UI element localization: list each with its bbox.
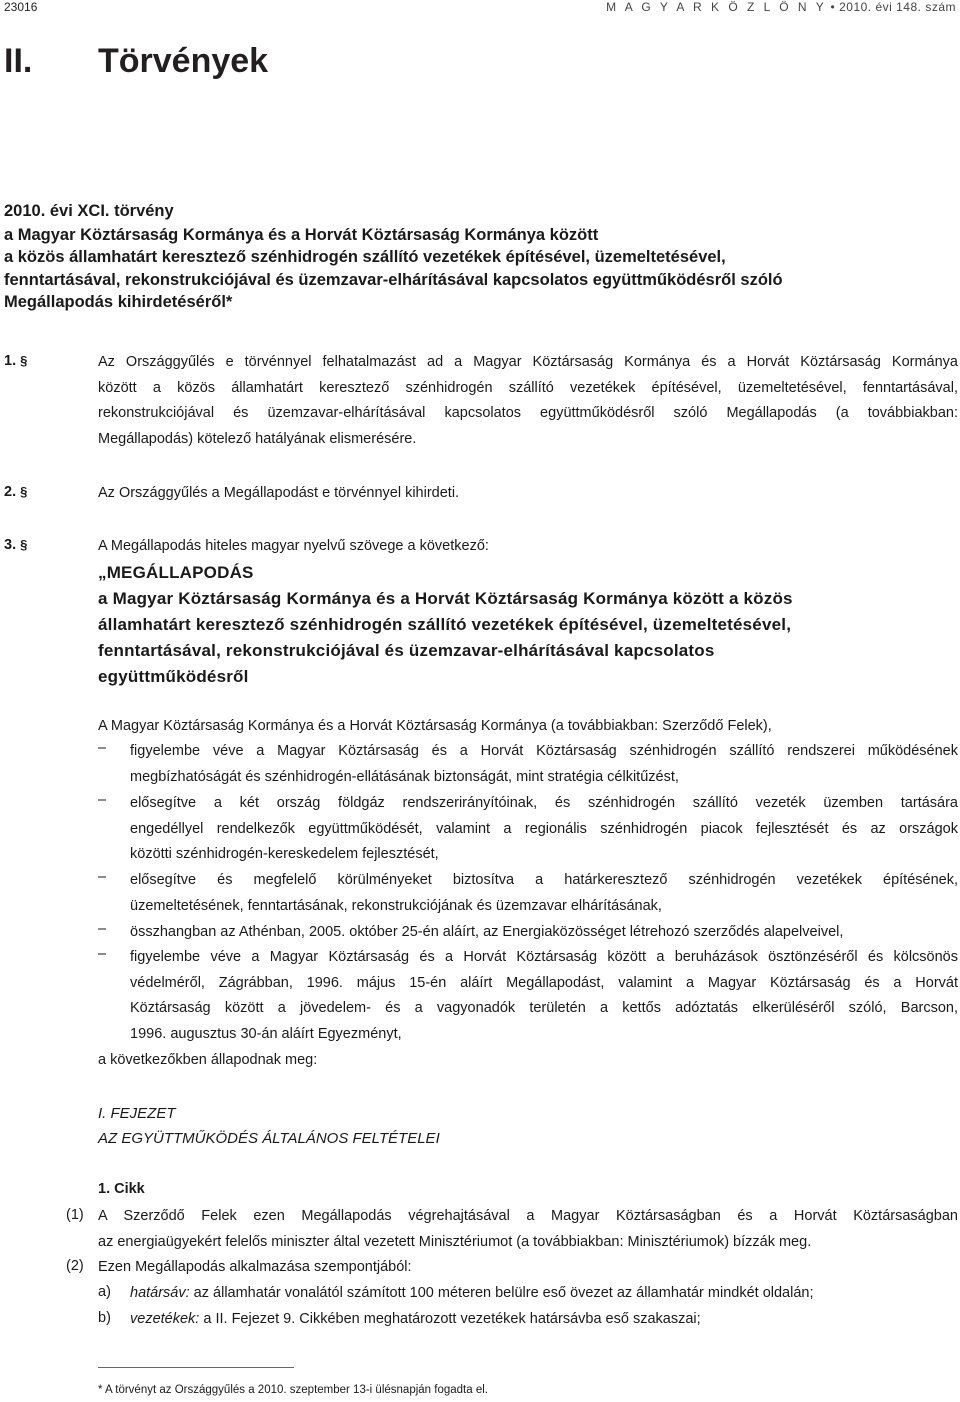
agreement-title-line: a Magyar Köztársaság Kormánya és a Horvát Köztársaság Kormánya között a közös bbox=[98, 589, 793, 608]
list-dash: – bbox=[98, 740, 107, 756]
part-heading bbox=[4, 42, 268, 81]
list-item: összhangban az Athénban, 2005. október 25-én aláírt, az Energiaközösséget létrehozó szerződés alapelveivel, bbox=[130, 924, 844, 940]
point-label: a) bbox=[98, 1284, 111, 1300]
list-dash: – bbox=[98, 946, 107, 962]
section-symbol: § bbox=[20, 537, 28, 552]
list-item: elősegítve és megfelelő körülményeket biztosítva a határkeresztező szénhidrogén vezetékek építésének, üzemeltetésének, fenntartásának, rekonstrukciójának és üzemzavar elhárításának, bbox=[130, 872, 958, 914]
section-symbol: § bbox=[20, 353, 28, 368]
defined-term: határsáv: bbox=[130, 1285, 190, 1301]
agreement-title-line: fenntartásával, rekonstrukciójával és üzemzavar-elhárításával kapcsolatos bbox=[98, 641, 715, 660]
page-number: 23016 bbox=[4, 0, 38, 14]
footnote: * A törvényt az Országgyűlés a 2010. szeptember 13-i ülésnapján fogadta el. bbox=[98, 1384, 488, 1396]
section-3-text: A Megállapodás hiteles magyar nyelvű szövege a következő: bbox=[98, 538, 489, 554]
list-item: figyelembe véve a Magyar Köztársaság és a Horvát Köztársaság között a beruházások ösztönzéséről és kölcsönös védelméről, Zágrábban, 1996. május 15-én aláírt Megállapodást, valamint a Magyar Köztársaság és a Horvát Köztársaság között a jövedelem- és a vagyonadók területén a kettős adóztatás elkerüléséről szóló, Barcson, 1996. augusztus 30-án aláírt Egyezményt, bbox=[130, 949, 958, 1042]
law-title-line: a közös államhatárt keresztező szénhidrogén szállító vezetékek építésével, üzemeltetésével, bbox=[4, 248, 726, 267]
defined-term: vezetékek: bbox=[130, 1311, 200, 1327]
section-number: 3. § bbox=[4, 537, 28, 553]
chapter-number: I. FEJEZET bbox=[98, 1105, 176, 1122]
preamble-closing: a következőkben állapodnak meg: bbox=[98, 1052, 318, 1068]
journal-name: M A G Y A R K Ö Z L Ö N Y bbox=[606, 0, 827, 14]
footnote-divider bbox=[98, 1367, 294, 1368]
definition-item: határsáv: az államhatár vonalától számított 100 méteren belülre eső övezet az államhatár mindkét oldalán; bbox=[130, 1285, 814, 1301]
part-number: II. bbox=[4, 42, 33, 80]
law-title-line: Megállapodás kihirdetéséről* bbox=[4, 293, 233, 312]
list-dash: – bbox=[98, 921, 107, 937]
list-item: elősegítve a két ország földgáz rendszerirányítóinak, és szénhidrogén szállító vezeték üzemben tartására engedéllyel rendelkezők együttműködését, valamint a regionális szénhidrogén piacok fejlesztését és az országok közötti szénhidrogén-kereskedelem fejlesztését, bbox=[130, 795, 958, 862]
law-title-line: 2010. évi XCI. törvény bbox=[4, 202, 174, 220]
agreement-title-line: „MEGÁLLAPODÁS bbox=[98, 563, 254, 582]
chapter-title: AZ EGYÜTTMŰKÖDÉS ÁLTALÁNOS FELTÉTELEI bbox=[98, 1130, 440, 1147]
agreement-title-line: államhatárt keresztező szénhidrogén szállító vezetékek építésével, üzemeltetésével, bbox=[98, 615, 792, 634]
section-2-text: Az Országgyűlés a Megállapodást e törvénnyel kihirdeti. bbox=[98, 485, 460, 501]
point-label: b) bbox=[98, 1310, 111, 1326]
paragraph-number: (1) bbox=[66, 1207, 84, 1223]
law-title-line: fenntartásával, rekonstrukciójával és üzemzavar-elhárításával kapcsolatos együttműködésről szóló bbox=[4, 270, 783, 289]
definition-item: vezetékek: a II. Fejezet 9. Cikkében meghatározott vezetékek határsávba eső szakaszai; bbox=[130, 1311, 701, 1327]
article-heading: 1. Cikk bbox=[98, 1181, 145, 1197]
list-item: figyelembe véve a Magyar Köztársaság és a Horvát Köztársaság szénhidrogén szállító rendszerei működésének megbízhatóságát és szénhidrogén-ellátásának biztonságát, mint stratégia célkitűzést, bbox=[130, 743, 958, 785]
section-number: 2. § bbox=[4, 484, 28, 500]
section-1-text: Az Országgyűlés e törvénnyel felhatalmazást ad a Magyar Köztársaság Kormánya és a Horvát Köztársaság Kormánya között a közös államhatárt keresztező szénhidrogén szállító vezetékek építésével, üzemeltetésével, fenntartásával, rekonstrukciójával és üzemzavar-elhárításával kapcsolatos együttműködésről szóló Megállapodás (a továbbiakban: Megállapodás) kötelező hatályának elismerésére. bbox=[98, 354, 958, 447]
section-number: 1. § bbox=[4, 353, 28, 369]
section-symbol: § bbox=[20, 484, 28, 499]
list-dash: – bbox=[98, 869, 107, 885]
part-title: Törvények bbox=[98, 42, 269, 80]
article-paragraph: Ezen Megállapodás alkalmazása szempontjából: bbox=[98, 1259, 412, 1275]
agreement-title-line: együttműködésről bbox=[98, 667, 249, 686]
article-paragraph: A Szerződő Felek ezen Megállapodás végrehajtásával a Magyar Köztársaságban és a Horvát Köztársaságban az energiaügyekért felelős miniszter által vezetett Minisztériumot (a továbbiakban: Minisztériumok) bízzák meg. bbox=[98, 1208, 958, 1250]
chapter-heading bbox=[98, 1101, 440, 1151]
running-header bbox=[606, 0, 956, 14]
issue-number: 2010. évi 148. szám bbox=[839, 0, 956, 14]
header-bullet: • bbox=[830, 0, 836, 14]
list-dash: – bbox=[98, 792, 107, 808]
agreement-title bbox=[98, 560, 793, 690]
law-title-line: a Magyar Köztársaság Kormánya és a Horvát Köztársaság Kormánya között bbox=[4, 225, 599, 244]
law-title bbox=[4, 200, 956, 314]
paragraph-number: (2) bbox=[66, 1258, 84, 1274]
preamble-intro: A Magyar Köztársaság Kormánya és a Horvát Köztársaság Kormánya (a továbbiakban: Szerződő Felek), bbox=[98, 718, 772, 734]
